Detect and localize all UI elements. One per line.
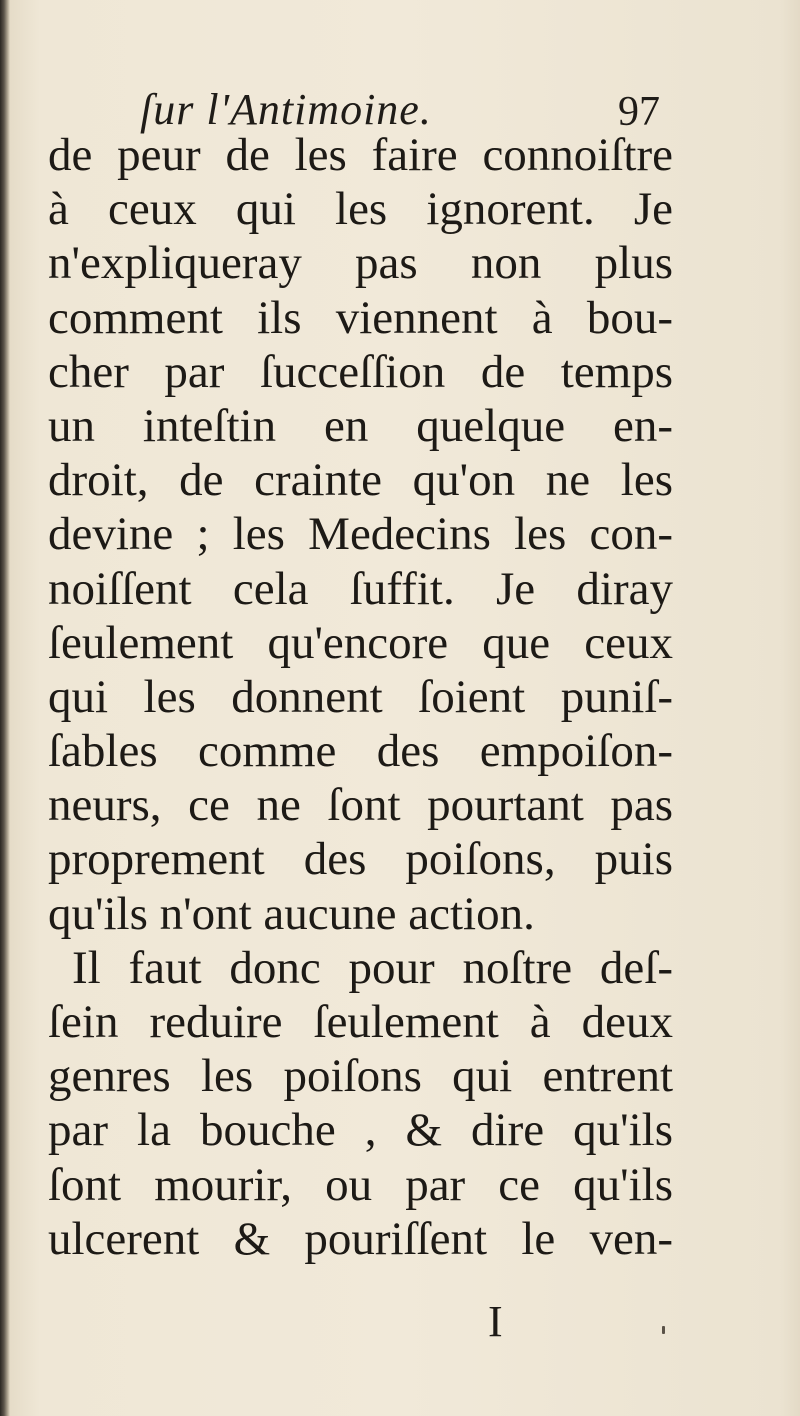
text-line: ſont mourir, ou par ce qu'ils xyxy=(48,1158,673,1211)
text-line: droit, de crainte qu'on ne les xyxy=(48,454,673,507)
text-line: genres les poiſons qui entrent xyxy=(48,1050,673,1103)
text-line: un inteſtin en quelque en- xyxy=(48,399,673,452)
paper-speck xyxy=(662,1326,665,1334)
text-line: Il faut donc pour noſtre deſ- xyxy=(72,941,673,994)
text-line: ſables comme des empoiſon- xyxy=(48,725,673,778)
text-line: cher par ſucceſſion de temps xyxy=(48,345,673,398)
text-line: qu'ils n'ont aucune action. xyxy=(48,887,535,940)
text-line: ſeulement qu'encore que ceux xyxy=(48,616,673,669)
body-text xyxy=(48,128,673,1266)
text-line: neurs, ce ne ſont pourtant pas xyxy=(48,779,673,832)
signature-mark: I xyxy=(488,1297,503,1346)
text-line: à ceux qui les ignorent. Je xyxy=(48,183,673,236)
page-number: 97 xyxy=(618,89,660,135)
text-line: devine ; les Medecins les con- xyxy=(48,508,673,561)
text-line: ulcerent & pouriſſent le ven- xyxy=(48,1212,673,1265)
text-line: comment ils viennent à bou- xyxy=(48,291,673,344)
text-line: proprement des poiſons, puis xyxy=(48,833,673,886)
running-title: ſur l'Antimoine. xyxy=(140,85,432,134)
page-gutter-shadow xyxy=(0,0,10,1416)
text-line: noiſſent cela ſuffit. Je diray xyxy=(48,562,673,615)
text-line: par la bouche , & dire qu'ils xyxy=(48,1104,673,1157)
text-line: n'expliqueray pas non plus xyxy=(48,237,673,290)
text-line: ſein reduire ſeulement à deux xyxy=(48,996,673,1048)
text-line: de peur de les faire connoiſtre xyxy=(48,129,673,181)
text-line: qui les donnent ſoient puniſ- xyxy=(48,670,673,723)
